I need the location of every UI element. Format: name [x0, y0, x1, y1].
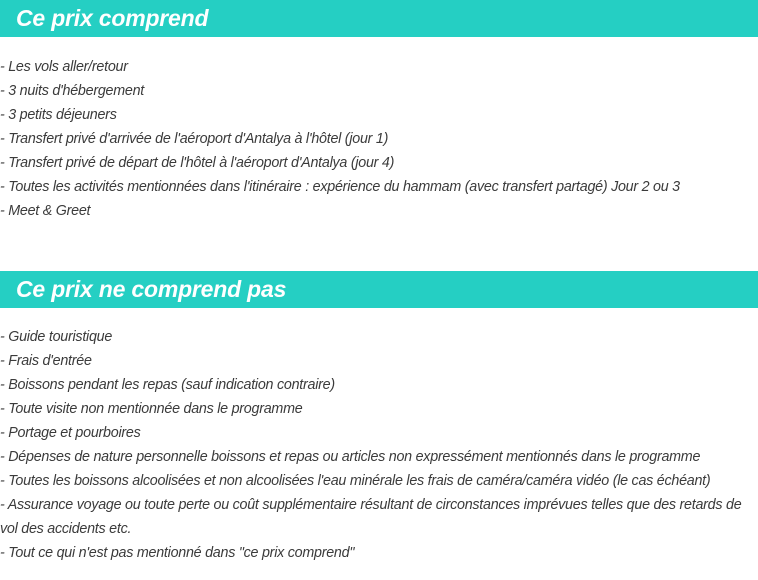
excluded-list [0, 325, 758, 565]
excluded-item-not-mentioned: - Tout ce qui n'est pas mentionné dans "ce prix comprend" [0, 545, 355, 561]
included-list [0, 55, 758, 223]
included-item-activities: - Toutes les activités mentionnées dans l'itinéraire : expérience du hammam (avec transfert partagé) Jour 2 ou 3 [0, 179, 680, 195]
excluded-item-unlisted-visits: - Toute visite non mentionnée dans le programme [0, 401, 303, 417]
excluded-item-meal-drinks: - Boissons pendant les repas (sauf indication contraire) [0, 377, 335, 393]
excluded-item-alcoholic-drinks: - Toutes les boissons alcoolisées et non alcoolisées l'eau minérale les frais de caméra/caméra vidéo (le cas échéant) [0, 473, 711, 489]
excluded-item-travel-insurance: - Assurance voyage ou toute perte ou coût supplémentaire résultant de circonstances imprévues telles que des retards de vol des accidents etc. [0, 497, 742, 537]
excluded-section [0, 271, 758, 561]
included-item-meet-greet: - Meet & Greet [0, 203, 91, 219]
excluded-title: Ce prix ne comprend pas [16, 276, 287, 302]
included-header-banner [0, 0, 758, 37]
included-item-arrival-transfer: - Transfert privé d'arrivée de l'aéroport d'Antalya à l'hôtel (jour 1) [0, 131, 389, 147]
excluded-item-personal-expenses: - Dépenses de nature personnelle boissons et repas ou articles non expressément mentionnés dans le programme [0, 449, 701, 465]
excluded-item-guide: - Guide touristique [0, 329, 113, 345]
excluded-item-porterage-tips: - Portage et pourboires [0, 425, 141, 441]
included-item-flights: - Les vols aller/retour [0, 59, 128, 75]
included-title: Ce prix comprend [16, 5, 209, 31]
included-item-breakfasts: - 3 petits déjeuners [0, 107, 117, 123]
included-item-departure-transfer: - Transfert privé de départ de l'hôtel à l'aéroport d'Antalya (jour 4) [0, 155, 395, 171]
excluded-item-entry-fees: - Frais d'entrée [0, 353, 92, 369]
excluded-header-banner [0, 271, 758, 308]
included-section [0, 0, 758, 219]
included-item-accommodation: - 3 nuits d'hébergement [0, 83, 145, 99]
